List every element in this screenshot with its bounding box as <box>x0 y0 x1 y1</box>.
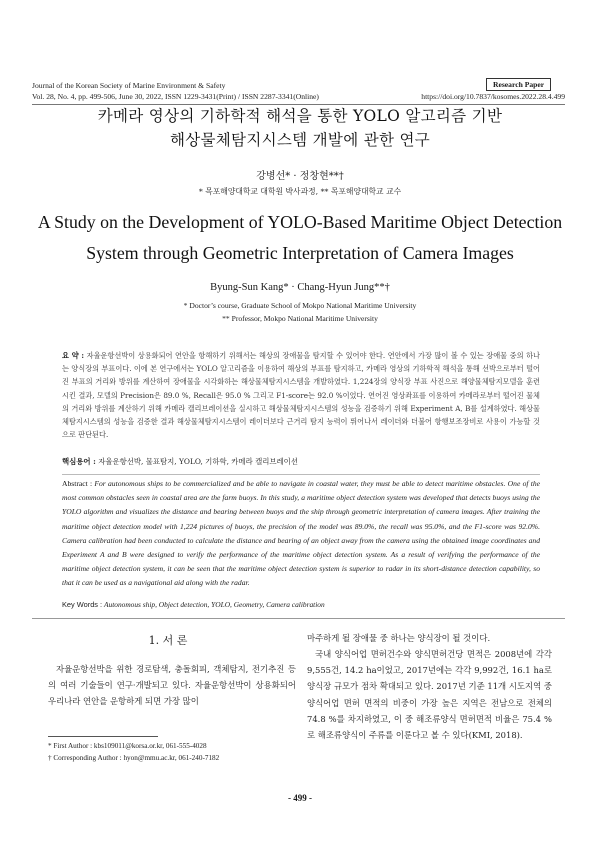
abstract-divider <box>62 474 540 475</box>
section-heading-introduction: 1. 서 론 <box>148 634 188 647</box>
intro-paragraph-right-1: 마주하게 될 장애물 중 하나는 양식장이 될 것이다. <box>307 633 491 643</box>
research-paper-badge: Research Paper <box>486 78 551 91</box>
title-korean-line1: 카메라 영상의 기하학적 해석을 통한 YOLO 알고리즘 기반 <box>97 107 503 125</box>
title-english-line2: System through Geometric Interpretation of Camera Images <box>86 243 514 263</box>
footnote-rule <box>48 736 158 737</box>
abstract-korean-text: 자율운항선박이 상용화되어 연안을 항해하기 위해서는 해상의 장애물을 탐지할 수 있어야 한다. 연안에서 가장 많이 볼 수 있는 장애물 중의 하나는 양식장의 부표이다. 이에 본 연구에서는 YOLO 알고리즘을 이용하여 해상의 부표를 탐지하고, 카메라 영상의 기하학적 해석을 통해 선박으로부터 떨어진 부표의 거리와 방위를 계산하여 장애물을 시각화하는 해상물체탐지시스템을 개발하였다. 1,224장의 양식장 부표 사진으로 해양물체탐지모델을 훈련시킨 결과, 모델의 Precision은 89.0 %, Recall은 95.0 % 그리고 F1-score는 92.0 %이었다. 연어진 영상좌표를 이용하여 카메라로부터 떨어진 물체의 거리와 방위를 계산하기 위해 카메라 캘리브레이션을 실시하고 해상물체탐지시스템의 성능을 검증하기 위해 Experiment A, B를 설계하였다. 해상물체탐지시스템의 성능을 검증한 결과 해상물체탐지시스템이 레이더보다 근거리 탐지 능력이 뛰어나서 레이더와 더불어 항행보조장비로 사용이 가능할 것으로 판단된다. <box>62 351 540 440</box>
page-number: - 499 - <box>288 793 312 803</box>
authors-korean: 강병선* · 정창현**† <box>256 171 344 182</box>
keywords-english <box>62 600 325 609</box>
keywords-korean <box>62 456 298 467</box>
doi-link[interactable]: https://doi.org/10.7837/kosomes.2022.28.4.499 <box>421 92 565 101</box>
intro-paragraph-right-2: 국내 양식어업 면허건수와 양식면허건당 면적은 2008년에 각각 9,555건, 14.2 ha이었고, 2017년에는 각각 9,992건, 16.1 ha로 양식장 규모가 점차 확대되고 있다. 2017년 기준 11개 시도지역 중 양식어업 면허 면적의 비중이 가장 높은 지역은 전남으로 전체의 74.8 %를 차지하였고, 이 중 해조류양식 면허면적 비율은 75.4 %로 해조류양식이 주류를 이룬다고 볼 수 있다(KMI, 2018). <box>307 649 552 741</box>
authors-english: Byung-Sun Kang* · Chang-Hyun Jung**† <box>210 282 390 293</box>
title-korean-line2: 해상물체탐지시스템 개발에 관한 연구 <box>169 131 431 149</box>
abstract-english <box>62 477 540 591</box>
footnote-corresponding-author: † Corresponding Author : hyon@mmu.ac.kr, 061-240-7182 <box>48 754 220 762</box>
keywords-english-label: Key Words : <box>62 600 103 609</box>
abstract-korean-label: 요 약 : <box>62 351 85 360</box>
footnote-first-author: * First Author : kbs109011@korsa.or.kr, 061-555-4028 <box>48 742 207 750</box>
keywords-korean-text: 자율운항선박, 물표탐지, YOLO, 기하학, 카메라 캘리브레이션 <box>98 457 298 466</box>
title-english-line1: A Study on the Development of YOLO-Based Maritime Object Detection <box>37 212 563 232</box>
keywords-korean-label: 핵심용어 : <box>62 457 96 466</box>
keywords-english-text: Autonomous ship, Object detection, YOLO, Geometry, Camera calibration <box>103 600 325 609</box>
abstract-english-label: Abstract : <box>62 479 93 488</box>
abstract-korean <box>62 349 540 441</box>
abstract-english-text: For autonomous ships to be commercialized and be able to navigate in coastal water, they must be able to detect maritime obstacles. One of the most common obstacles seen in coastal area are the farm buoys. In this study, a maritime object detection system was developed that detects buoys using the YOLO algorithm and visualizes the distance and bearing between buoys and the ship through geometric interpretation of camera images. After training the maritime object detection model with 1,224 pictures of buoys, the precision of the model was 89.0%, the recall was 95.0%, and the F1-score was 92.0%. Camera calibration had been conducted to calculate the distance and bearing of an object away from the camera using the obtained image coordinates and Experiment A and B were designed to verify the performance of the maritime object detection system. As a result of verifying the performance of the maritime object detection system, it can be seen that the maritime object detection system is superior to radar in its short-distance detection capability, so that it can be used as a navigational aid along with the radar. <box>62 479 541 588</box>
intro-paragraph-left: 자율운항선박을 위한 경로탐색, 충돌회피, 객체탐지, 전기추진 등의 여러 기술들이 연구·개발되고 있다. 자율운항선박이 상용화되어 우리나라 연안을 운항하게 되면 가장 많이 <box>48 664 296 707</box>
abstract-bottom-rule <box>32 618 565 619</box>
journal-name: Journal of the Korean Society of Marine Environment & Safety <box>32 81 226 90</box>
journal-issue-info: Vol. 28, No. 4, pp. 499-506, June 30, 2022, ISSN 1229-3431(Print) / ISSN 2287-3341(Online) <box>32 92 319 101</box>
affiliation-korean: * 목포해양대학교 대학원 박사과정, ** 목포해양대학교 교수 <box>198 187 402 196</box>
affiliation-english-line1: * Doctor’s course, Graduate School of Mokpo National Maritime University <box>183 301 417 310</box>
affiliation-english-line2: ** Professor, Mokpo National Maritime University <box>222 314 378 323</box>
